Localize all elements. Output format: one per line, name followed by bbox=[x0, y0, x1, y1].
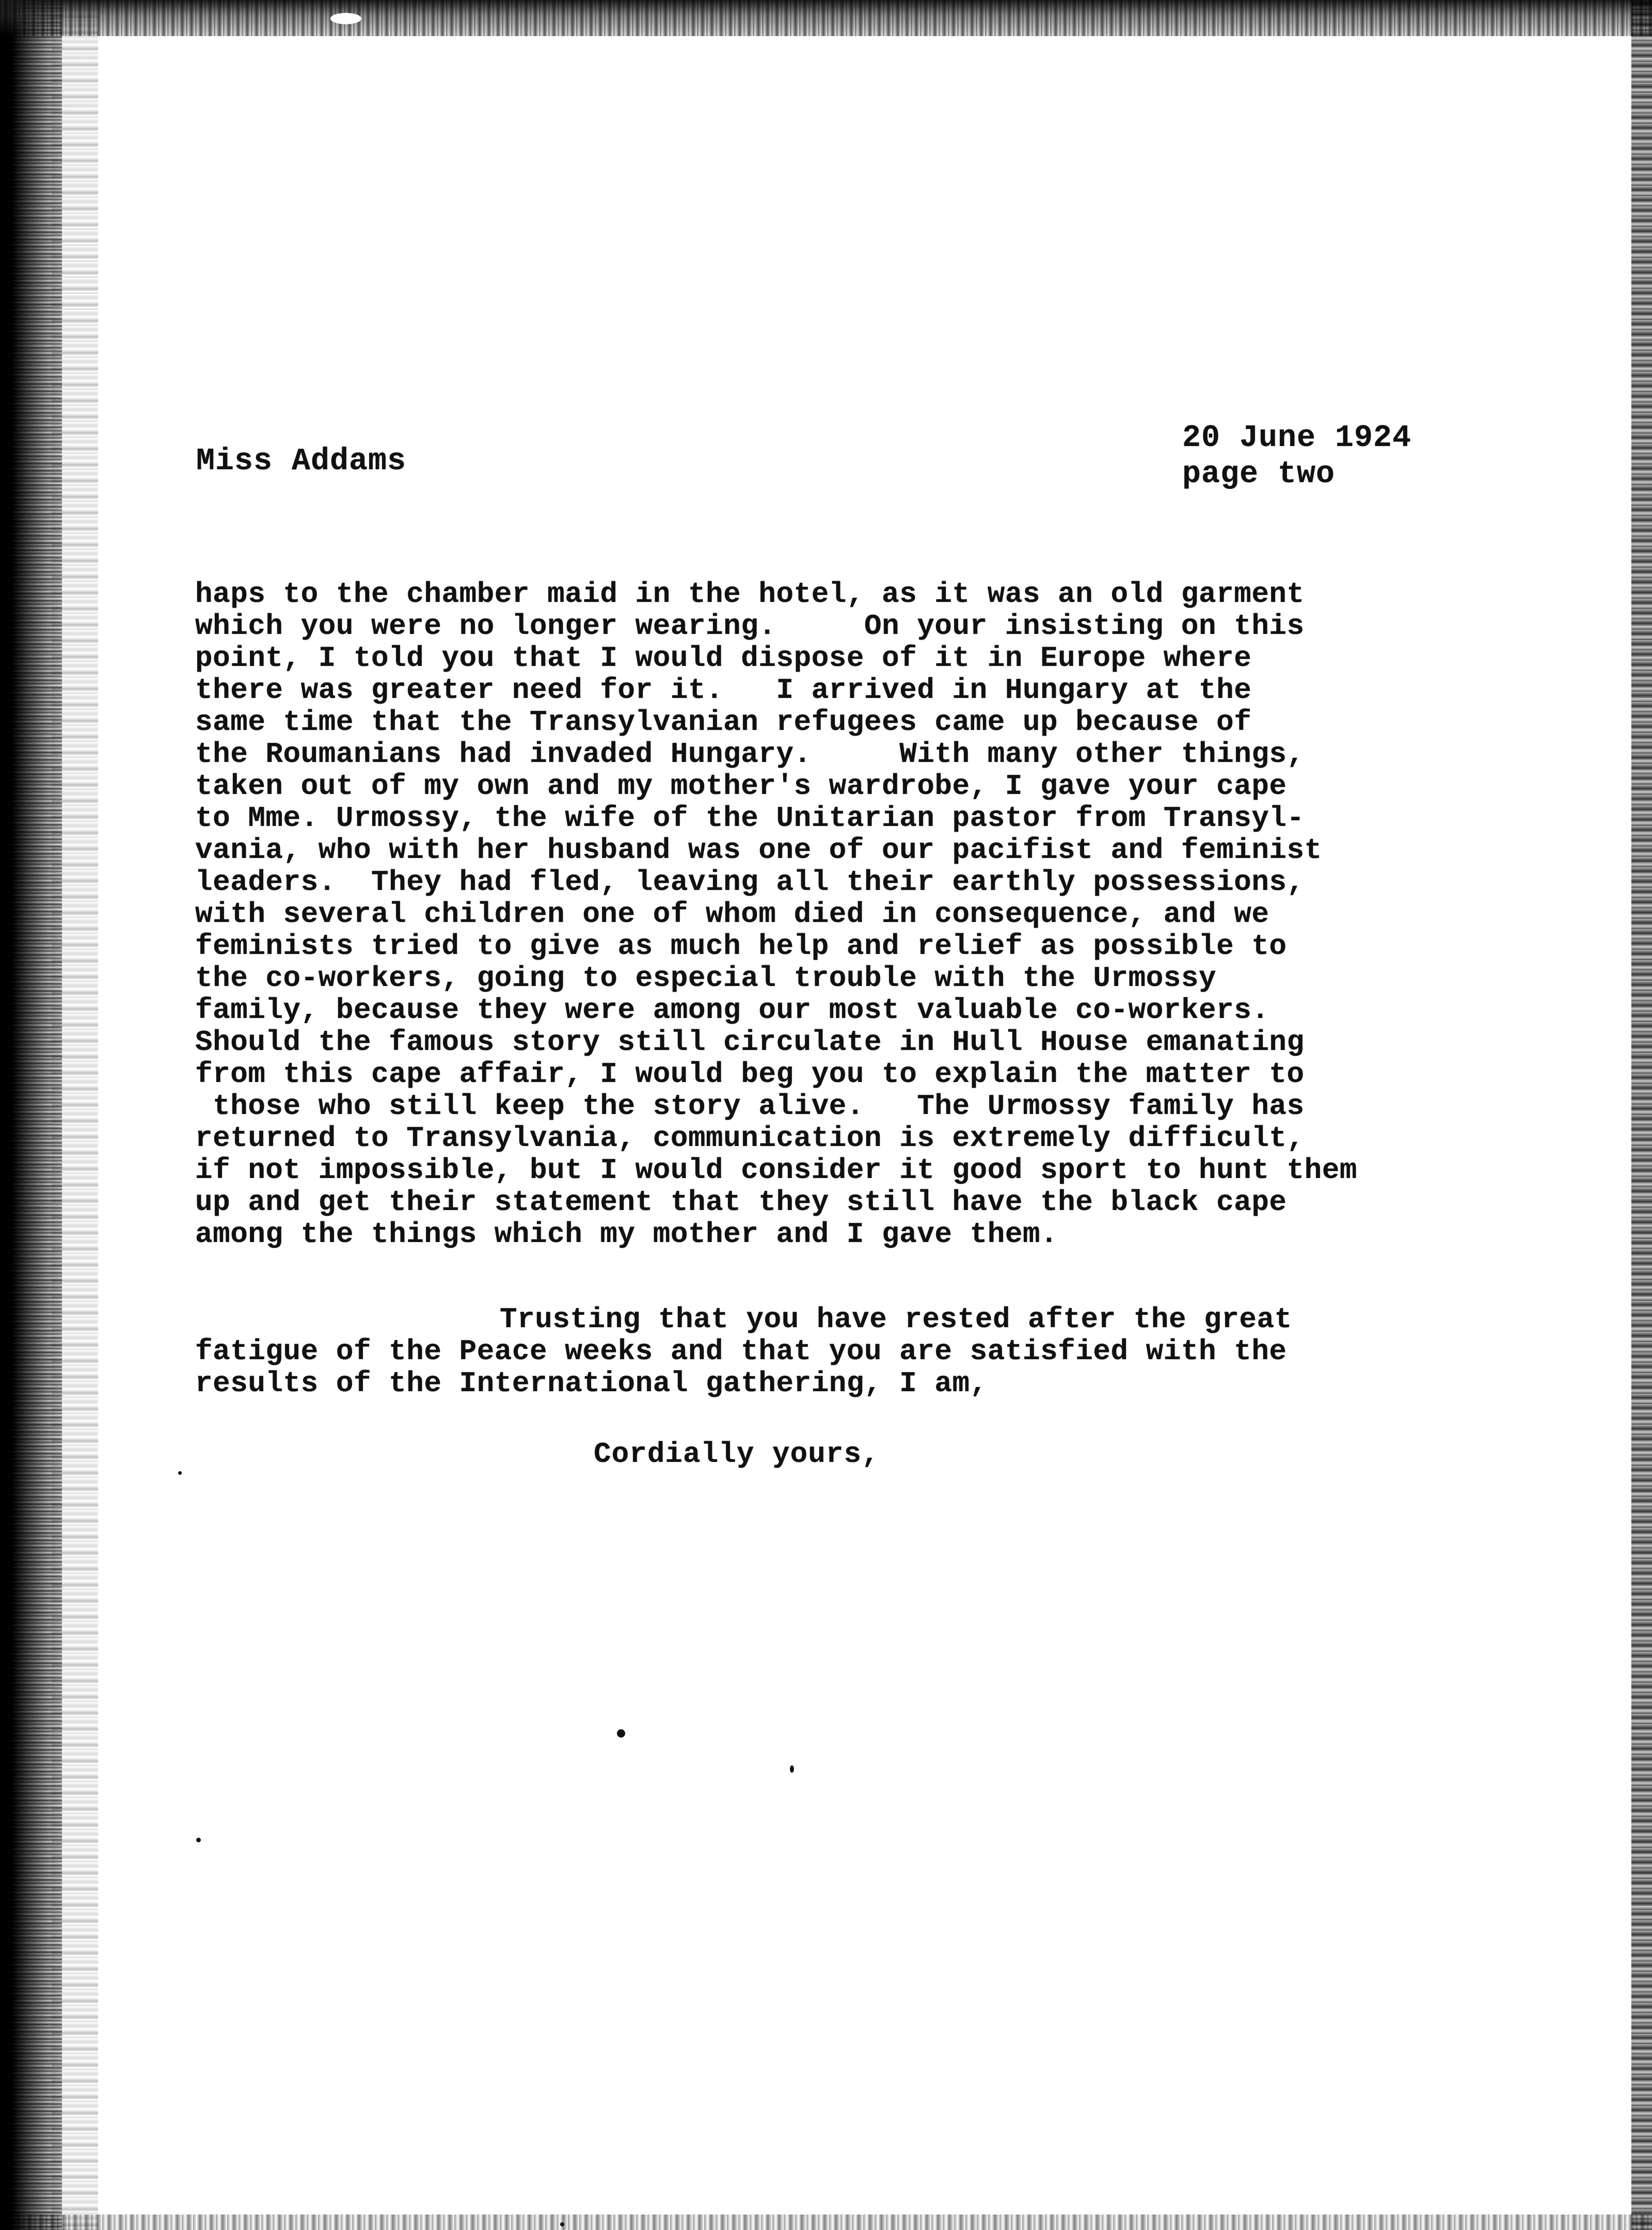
body-line: those who still keep the story alive. The Urmossy family has bbox=[195, 1090, 1305, 1123]
body-line: up and get their statement that they still have the black cape bbox=[195, 1186, 1287, 1219]
body-line: from this cape affair, I would beg you to explain the matter to bbox=[195, 1058, 1305, 1091]
letter-body bbox=[195, 578, 1486, 1250]
body-line: feminists tried to give as much help and relief as possible to bbox=[195, 930, 1287, 963]
body-line: Should the famous story still circulate in Hull House emanating bbox=[195, 1026, 1305, 1059]
body-line: among the things which my mother and I gave them. bbox=[195, 1218, 1058, 1251]
body-line: there was greater need for it. I arrived in Hungary at the bbox=[195, 674, 1252, 707]
body-line: which you were no longer wearing. On your insisting on this bbox=[195, 610, 1305, 643]
scan-speck bbox=[617, 1729, 625, 1738]
closing-line: results of the International gathering, I am, bbox=[195, 1367, 988, 1400]
scan-edge-top bbox=[0, 0, 1652, 36]
complimentary-close: Cordially yours, bbox=[594, 1438, 880, 1471]
body-line: returned to Transylvania, communication is extremely difficult, bbox=[195, 1122, 1305, 1155]
body-line: leaders. They had fled, leaving all their earthly possessions, bbox=[195, 866, 1305, 899]
body-line: if not impossible, but I would consider it good sport to hunt them bbox=[195, 1154, 1357, 1187]
closing-line: Trusting that you have rested after the great bbox=[500, 1303, 1292, 1336]
scan-speck bbox=[196, 1838, 201, 1842]
body-line: vania, who with her husband was one of our pacifist and feminist bbox=[195, 834, 1322, 867]
scan-edge-right bbox=[1631, 0, 1652, 2230]
body-line: with several children one of whom died in consequence, and we bbox=[195, 898, 1269, 931]
body-line: haps to the chamber maid in the hotel, as it was an old garment bbox=[195, 578, 1305, 611]
body-line: family, because they were among our most valuable co-workers. bbox=[195, 994, 1269, 1027]
scan-speck bbox=[560, 2222, 564, 2226]
scan-speck bbox=[790, 1765, 794, 1773]
body-line: point, I told you that I would dispose of it in Europe where bbox=[195, 642, 1252, 675]
recipient-name: Miss Addams bbox=[196, 444, 407, 479]
body-line: the co-workers, going to especial trouble with the Urmossy bbox=[195, 962, 1217, 995]
scan-speck bbox=[178, 1471, 182, 1475]
scan-edge-left-fringe bbox=[52, 0, 98, 2230]
body-line: to Mme. Urmossy, the wife of the Unitarian pastor from Transyl- bbox=[195, 802, 1305, 835]
closing-line: fatigue of the Peace weeks and that you are satisfied with the bbox=[195, 1335, 1287, 1368]
page-number: page two bbox=[1182, 457, 1336, 492]
body-line: the Roumanians had invaded Hungary. With many other things, bbox=[195, 738, 1305, 771]
scan-edge-bottom bbox=[0, 2215, 1652, 2230]
body-line: same time that the Transylvanian refugees came up because of bbox=[195, 706, 1252, 739]
body-line: taken out of my own and my mother's wardrobe, I gave your cape bbox=[195, 770, 1287, 803]
closing-paragraph bbox=[195, 1303, 1486, 1399]
scan-speck bbox=[330, 13, 361, 24]
letter-date: 20 June 1924 bbox=[1182, 421, 1412, 456]
